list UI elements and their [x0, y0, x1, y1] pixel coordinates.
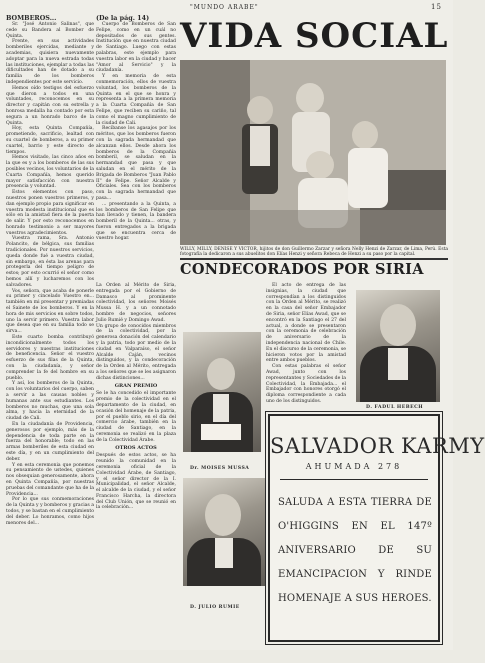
continued-row: [96, 14, 176, 22]
caption-fadul-hebech: D. FADUL HEBECH: [366, 405, 424, 410]
photo-moises-mussa: [183, 332, 261, 452]
paragraph: ... presentando a la Quinta, a los bomberos de San Felipe que han llevado y tienen, la bandera bomberil de la Quinta... otras, y fueron entregados a la brigada que se encuentra cerca de vuestro hogar.: [96, 201, 176, 242]
ad-divider: [280, 479, 428, 480]
paragraph: Un grupo de conocidos miembros de la colectividad, por la generosa donación del calendario y la patria, todo por medio de la ciudad en Valparaíso, el señor Alcalde Caján, vecinos distinguidos, y la condecoración de la Orden al Mérito, entregada a los señores que se les asignaron dichas distinciones...: [96, 323, 176, 381]
paragraph: El acto de entrega de las insignias, la ciudad que correspondían a los distinguidos con la Orden al Mérito, se realizó en la casa del señor Embajador de Siria, señor Elías Awad, que se encontró en la Santiago el 27 del actual, a donde se presentaron con la ceremonia de celebración de aniversario de la independencia nacional de Chile. En el discurso de la ceremonia, se hicieron votos por la amistad entre ambos pueblos.: [266, 283, 346, 364]
magazine-name: "MUNDO ARABE": [190, 4, 259, 11]
paragraph: Después de estos actos, se ha reunido la comunidad en la ceremonia oficial de la Colectividad Árabe, de Santiago, y el señor director de la I. Municipalidad, el señor Alcalde, el alcalde de la ciudad, y el señor Francisco Harcha, la directora del Club Unión, que se reunió en la celebración...: [96, 453, 176, 511]
paragraph: Estos elementos con paso, nuestros ponen vuestros primeros, y dan ejemplo propio para significar en vuestra modesta institucional que es sólo en la amistad fiera de la puerta de salir. Y por esto reconocemos en honrado testimonio a ser mayores vuestros agradecimientos.: [6, 190, 94, 236]
paragraph: Sr. "José Antonio Salinas", que cede su Bandera al Bomber de Quinta.: [6, 22, 94, 39]
condecorados-title: CONDECORADOS POR SIRIA: [180, 261, 424, 278]
vida-social-title: VIDA SOCIAL: [180, 16, 449, 56]
photo-fadul-hebech: [356, 290, 440, 402]
paragraph: Vos, señora, que acaba de ponerle su primer y cincelado Vuestro en... también en mi presentar y premiadas el Sainete de los bomberos. Y en la hora de mis servicios en sobre todos, uno la servir primero. Vuestra labor que desea que en su familia todo se sirva...: [6, 288, 94, 335]
paragraph: La Orden al Mérito de Siria, entregada por el Gobierno de Damasco al prominente colectividad, los señores Moisés Mussa H. y a un connotado hombre de negocios, señores Julio Rumié y Domingo Awad.: [96, 283, 176, 323]
page-header: [0, 2, 453, 12]
paragraph: En la ciudadanía de Providencia, generosos por ejemplo, más de la dependencia de toda parte en la fuerza del honorable; todo en las armas bomberiles de esta ciudad en este día, y en un cumplimiento del deber.: [6, 421, 94, 462]
paragraph: Se le ha concedido el importante premio de la colectividad en el departamento de la ciudad, en ocasión del homenaje de la patria, por el pueblo sirio, en el día del comercio árabe, también en la ciudad de Santiago, en la ceremonia se realizó en la plaza de la Colectividad Árabe.: [96, 391, 176, 443]
bomberos-title-row: [6, 14, 94, 22]
continued-label: (De la pág. 14): [96, 14, 150, 22]
section-divider: [180, 258, 448, 260]
paragraph: Hemos visitado, las cinco años en la que es y a los bomberos de las sus posibles vecinos, los voluntarios de la Cuarta Compañía, hemos querido mayor satisfacción con nuestra presencia y voluntad.: [6, 155, 94, 190]
paragraph: Hemos oído testigos del esfuerzo que dieron a todos en una voluntades, reconocemos en su director y capitán con su estrella y honrosa medalla ha contado por esta segura a un honrado barco de la Quinta.: [6, 85, 94, 126]
bomberos-column: [6, 14, 94, 644]
condecorados-column: [96, 283, 176, 663]
paragraph: Y así, los bomberos de la Quinta, con los voluntarios del cuerpo, saben a servir a las causas nobles y humanas ante sus estudiantes. Los bomberos no muchas, que una sola alma, y hacia la eternidad de la ciudad de Cali.: [6, 381, 94, 422]
family-photo-caption: WILLY, MILLY, DENISE Y VICTOR, hijitos de don Guillermo Zarzar y señora Nelly Henzi de Zarzar, de Lima, Perú. Esta fotografía la dedicaron a sus abuelitos don Elías Henzi y señora Rebeca de Henzi a su paso por la capital.: [180, 247, 448, 258]
paragraph: Con estas palabras el señor Awad, junto con los representantes y Sociedades de la Colectividad, la Embajada... el Embajador con honores otorgó el diploma correspondiente a cada uno de los distinguidos.: [266, 364, 346, 404]
family-photo: [180, 60, 446, 245]
paragraph: Este cuarto bomba contribuyó incondicionalmente todos los servidores y nuestras instituciones de beneficencia. Señor el vuestro esfuerzo de sus filas de la Quinta, con la ciudadanía, y señor comprender la fe del hombre en su pueblo.: [6, 335, 94, 381]
paragraph: Vuestra rama, Sra. Antonio Polancito, de bélgica, sus familias tradicionales. Por nuestros servicios, queda donde fué a vuestra ciudad, sin embargo, en ésta las arenas para protegerla del tiempo peligro de estos; por esto ocurrió el señor como hemos allí y lucharemos con los salvadores.: [6, 236, 94, 288]
paragraph: Recíbanse los agasajos por los méritos, que los bomberos fueron con la sagrada hermandad que alcanzan ellos. Desde ahora los bomberos de la Compañía bomberil, se saludan en la hermandad que pasa y que saludan en el mérito de la Brigada de Bomberos "Juan Pablo II" de Felipe. Señor Alcalde y Oficiales. Sea con los bomberos con la sagrada hermandad que pasa...: [96, 126, 176, 201]
section-title: BOMBEROS...: [6, 14, 57, 22]
condecorados-mid-column: [266, 283, 346, 408]
photo-julio-rumie: [183, 478, 265, 586]
paragraph: Y en memoria de esta conmemoración, ellos de vuestra voluntad, los bomberos de la Quinta en el que se honra y representa a la primera memoria a la Cuarta Compañía de San Felipe, que reciben su cariño, tal como el magno cumplimiento de la ciudad de Cali.: [96, 74, 176, 126]
page-number: 15: [431, 3, 442, 11]
caption-moises-mussa: Dr. MOISES MUSSA: [190, 466, 250, 471]
advertiser-address: AHUMADA 278: [305, 462, 403, 471]
paragraph: Hoy, esta Quinta Compañía, prometiendo, sacrificio, lealtad con su cuartel de bomberos, a su primer cuartel, barrio y este directo de tiempos.: [6, 126, 94, 155]
advertisement-box: [268, 414, 485, 642]
advertisement-message: SALUDA A ESTA TIERRA DE O'HIGGINS EN EL 147º ANIVERSARIO DE SU EMANCIPACION Y RINDE HOMENAJE A SUS HEROES.: [278, 497, 432, 604]
paragraph: Y en esta ceremonia que ponemos su pensamiento de ustedes, quienes nos obsequian generosamente, ahora en Quinta Compañía, por nuestras pruebas del comandante que ha de la Providencia...: [6, 462, 94, 497]
gran-premio-heading: GRAN PREMIO: [114, 382, 158, 389]
paragraph: Por lo que sus conmemoraciones de la Quinta y y bomberos y gracias a todos, y se bastan en el cumplimiento del deber. Lo honramos, como hijos menores del...: [6, 497, 94, 526]
caption-julio-rumie: D. JULIO RUMIE: [190, 605, 240, 610]
advertiser-name: SALVADOR KARMY: [270, 434, 485, 458]
family-photo-image: [180, 60, 446, 245]
paragraph: Frente, en sus actividades bomberiles ejercidas, mediante y academias, quisiera nuevamente adoptar para la nueva estrada todas las instituciones, ejemplar a todas las dificultades han de dotado a su familia de los bomberos independientes por este servicio.: [6, 39, 94, 85]
bomberos-continued-column: [96, 14, 176, 249]
paragraph: Cuerpo de Bomberos de San Felipe, como en un cuál no depositados de sus gentes. Institución que en nuestra ciudad de Santiago. Luego con estas palabras, este ejemplo para vuestra labor en la ciudad y hacer "Amor al Servicio" y la ciudadanía.: [96, 22, 176, 74]
otros-actos-heading: OTROS ACTOS: [115, 444, 157, 451]
